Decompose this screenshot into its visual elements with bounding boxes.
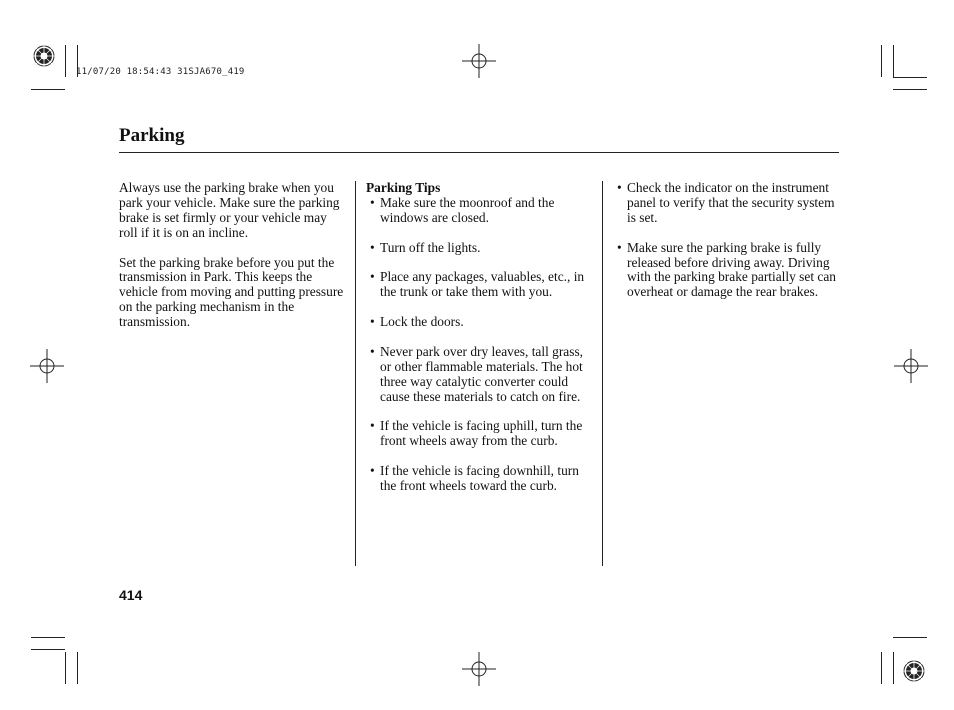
- bullet-icon: •: [370, 343, 375, 359]
- page-title: Parking: [119, 125, 185, 146]
- crop-mark-icon: [881, 45, 882, 77]
- list-item-text: If the vehicle is facing downhill, turn the front wheels toward the curb.: [380, 463, 579, 494]
- list-item: [613, 181, 841, 226]
- registration-target-icon: [903, 660, 925, 682]
- title-rule: [119, 152, 839, 153]
- list-item: [366, 419, 596, 449]
- bullet-icon: •: [617, 239, 622, 255]
- list-item-text: Make sure the parking brake is fully released before driving away. Driving with the parking brake partially set can overheat or damage the rear brakes.: [627, 239, 836, 300]
- crop-mark-icon: [893, 637, 927, 638]
- list-item: [366, 241, 596, 256]
- crop-mark-icon: [65, 45, 66, 77]
- crop-mark-icon: [893, 652, 894, 684]
- crop-mark-icon: [893, 77, 927, 78]
- crop-mark-icon: [31, 649, 65, 650]
- bullet-icon: •: [370, 418, 375, 434]
- crop-mark-icon: [77, 652, 78, 684]
- bullet-icon: •: [370, 194, 375, 210]
- list-item: [366, 270, 596, 300]
- crop-mark-icon: [881, 652, 882, 684]
- bullet-icon: •: [370, 463, 375, 479]
- column-divider: [355, 181, 356, 566]
- column-1: [119, 181, 347, 345]
- list-item-text: Check the indicator on the instrument panel to verify that the security system is set.: [627, 180, 835, 225]
- bullet-icon: •: [370, 269, 375, 285]
- paragraph: Set the parking brake before you put the transmission in Park. This keeps the vehicle from moving and putting pressure on the parking mechanism in the transmission.: [119, 254, 344, 330]
- crop-mark-icon: [31, 637, 65, 638]
- crosshair-icon: [894, 349, 928, 383]
- crop-mark-icon: [31, 89, 65, 90]
- list-item: [366, 464, 596, 494]
- crop-mark-icon: [65, 652, 66, 684]
- list-item-text: Make sure the moonroof and the windows are closed.: [380, 194, 555, 225]
- column-2: [366, 181, 596, 509]
- list-item-text: Place any packages, valuables, etc., in the trunk or take them with you.: [380, 269, 585, 300]
- column-3: [613, 181, 841, 315]
- column-divider: [602, 181, 603, 566]
- list-item: [366, 196, 596, 226]
- bullet-icon: •: [617, 180, 622, 195]
- crop-mark-icon: [893, 89, 927, 90]
- list-item-text: Never park over dry leaves, tall grass, or other flammable materials. The hot three way catalytic converter could cause these materials to catch on fire.: [380, 343, 584, 404]
- bullet-icon: •: [370, 239, 375, 255]
- list-item: [366, 345, 596, 405]
- list-item: [613, 241, 841, 301]
- list-item-text: Turn off the lights.: [380, 239, 481, 255]
- section-heading: Parking Tips: [366, 180, 441, 195]
- print-slug: 11/07/20 18:54:43 31SJA670_419: [76, 67, 245, 77]
- paragraph: Always use the parking brake when you park your vehicle. Make sure the parking brake is set firmly or your vehicle may roll if it is on an incline.: [119, 180, 340, 240]
- page-number: 414: [119, 587, 143, 603]
- list-item: [366, 315, 596, 330]
- crosshair-icon: [30, 349, 64, 383]
- list-item-text: If the vehicle is facing uphill, turn the front wheels away from the curb.: [380, 418, 583, 449]
- crosshair-icon: [462, 652, 496, 686]
- crop-mark-icon: [893, 45, 894, 77]
- crosshair-icon: [462, 44, 496, 78]
- list-item-text: Lock the doors.: [380, 314, 464, 330]
- registration-target-icon: [33, 45, 55, 67]
- bullet-icon: •: [370, 314, 375, 330]
